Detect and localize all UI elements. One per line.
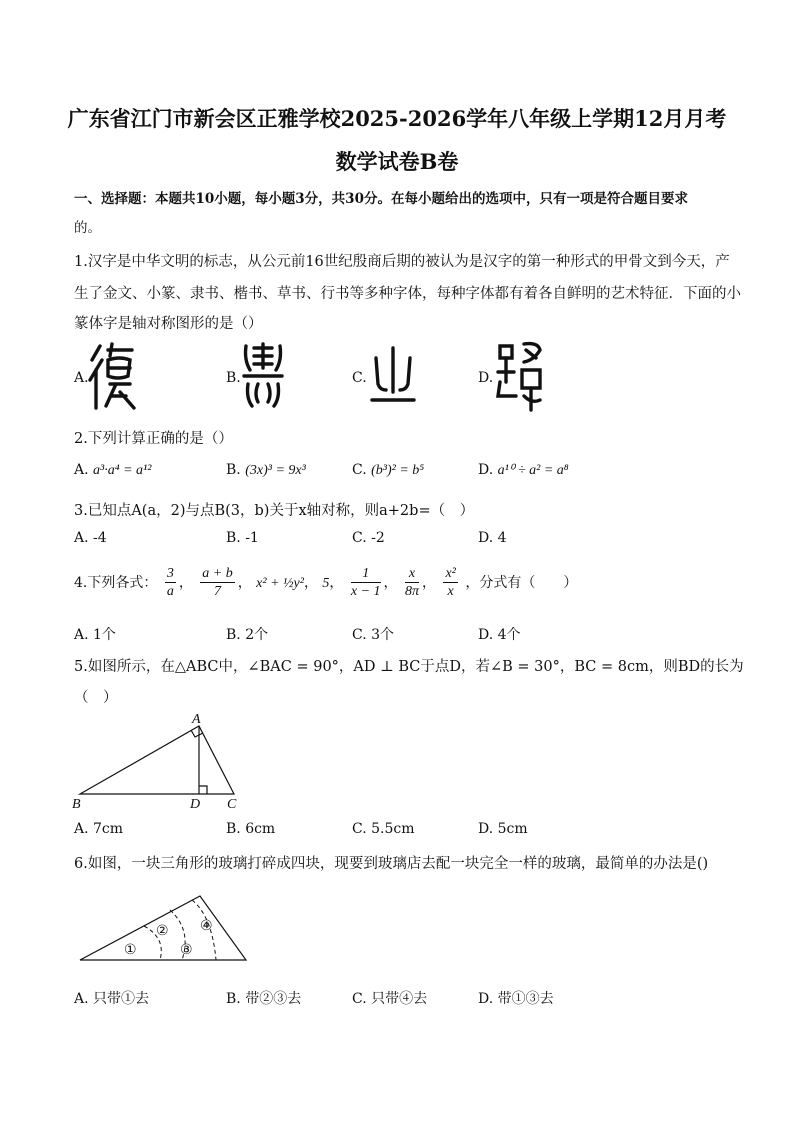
- q2-option-d-label: D.: [478, 462, 494, 478]
- exam-title-line1: 广东省江门市新会区正雅学校2025-2026学年八年级上学期12月月考: [67, 106, 727, 131]
- q4-option-d: D. 4个: [478, 627, 521, 643]
- q5-option-a: A. 7cm: [74, 821, 124, 837]
- q5-label-c: C: [227, 797, 237, 812]
- q5-right-angle-d: [199, 786, 207, 794]
- q4-fraction-5: [443, 566, 457, 600]
- q5-label-d: D: [190, 797, 201, 812]
- q6-piece-2-label: ②: [156, 923, 169, 939]
- q6-broken-glass-figure: [74, 890, 254, 968]
- q2-option-c-label: C.: [352, 462, 367, 478]
- q2-option-a-expr: a³·a⁴ = a¹²: [93, 463, 152, 478]
- q1-option-a-label: A.: [74, 370, 89, 386]
- q6-option-a: A. 只带①去: [74, 991, 150, 1007]
- q3-option-a: A. -4: [74, 530, 107, 546]
- q3-stem: 3.已知点A(a，2)与点B(3，b)关于x轴对称，则a+2b=（ ）: [74, 503, 475, 519]
- exam-title-line2: 数学试卷B卷: [335, 149, 459, 174]
- q1-glyph-a-image: [86, 340, 138, 412]
- q4-polynomial: x² + ½y²: [256, 576, 304, 591]
- q2-option-c-expr: (b³)² = b⁵: [371, 463, 425, 478]
- q4-stem: 4.下列各式： $\frac{3}{a}$ ， $\frac{a + b}{7}$ ， x² + ½y²， 5， $\frac{1}{x - 1}$ ， $\frac{x}{8\pi}$ ， $\frac{\text{x²}}{x}$ ，分式有（ ）: [74, 566, 578, 599]
- q2-option-b-label: B.: [226, 462, 241, 478]
- q5-option-d: D. 5cm: [478, 821, 528, 837]
- q6-option-d: D. 带①③去: [478, 991, 554, 1007]
- q1-line3: 篆体字是轴对称图形的是（）: [74, 316, 263, 332]
- q4-constant: 5: [322, 576, 330, 591]
- q4-f1-numerator: 3: [166, 566, 174, 581]
- q4-fraction-3: [351, 566, 381, 600]
- section-heading-cont: 的。: [74, 220, 101, 236]
- q2-option-b-expr: (3x)³ = 9x³: [245, 463, 306, 478]
- q2-option-c: [352, 462, 424, 479]
- q4-option-b: B. 2个: [226, 627, 269, 643]
- q6-option-c: C. 只带④去: [352, 991, 428, 1007]
- q6-option-b: B. 带②③去: [226, 991, 302, 1007]
- q4-fraction-2: [200, 566, 234, 600]
- q5-triangle-figure: [66, 708, 256, 814]
- q2-option-d-expr: a¹⁰ ÷ a² = a⁸: [497, 463, 569, 478]
- q2-option-a: [74, 462, 151, 479]
- q2-option-d: [478, 462, 569, 479]
- q1-option-c-label: C.: [352, 370, 367, 386]
- q4-prefix: 4.下列各式：: [74, 575, 158, 591]
- q2-option-a-label: A.: [74, 462, 89, 478]
- q5-line2: （ ）: [74, 690, 118, 706]
- q1-glyph-d-image: [494, 338, 546, 414]
- q4-option-c: C. 3个: [352, 627, 395, 643]
- q3-option-b: B. -1: [226, 530, 259, 546]
- q4-f5-numerator: x²: [445, 566, 456, 581]
- q5-label-a: A: [192, 712, 201, 727]
- q4-f3-numerator: 1: [351, 566, 381, 583]
- q5-triangle-abc: [80, 726, 234, 794]
- q1-line2: 生了金文、小篆、隶书、楷书、草书、行书等多种字体，每种字体都有着各自鲜明的艺术特征．下面的小: [74, 286, 741, 302]
- q4-f4-denominator: 8π: [404, 584, 419, 599]
- q4-f3-denominator: x − 1: [350, 584, 381, 599]
- q6-piece-1-label: ①: [124, 942, 137, 958]
- section-heading: 一、选择题：本题共10小题，每小题3分，共30分。在每小题给出的选项中，只有一项是符合题目要求: [74, 191, 688, 207]
- q4-f2-denominator: 7: [213, 584, 221, 599]
- q4-fraction-4: [405, 566, 419, 600]
- q1-glyph-c-image: [368, 344, 418, 406]
- q4-f5-denominator: x: [447, 584, 454, 599]
- q1-option-b-label: B.: [226, 370, 241, 386]
- q2-option-b: [226, 462, 306, 479]
- q4-f4-numerator: x: [405, 566, 419, 583]
- q4-fraction-1: [165, 566, 176, 600]
- q5-option-b: B. 6cm: [226, 821, 276, 837]
- q4-option-a: A. 1个: [74, 627, 116, 643]
- q4-f2-numerator: a + b: [202, 566, 233, 581]
- q6-piece-4-label: ④: [200, 918, 213, 934]
- q4-f1-denominator: a: [166, 584, 174, 599]
- q3-option-c: C. -2: [352, 530, 385, 546]
- q1-glyph-b-image: [240, 340, 286, 412]
- q4-suffix: ，分式有（ ）: [465, 575, 578, 591]
- q2-stem: 2.下列计算正确的是（）: [74, 431, 233, 447]
- q6-piece-3-label: ③: [180, 942, 193, 958]
- q5-label-b: B: [72, 797, 81, 812]
- q1-option-d-label: D.: [478, 370, 494, 386]
- q3-option-d: D. 4: [478, 530, 507, 546]
- q5-option-c: C. 5.5cm: [352, 821, 415, 837]
- q6-stem: 6.如图，一块三角形的玻璃打碎成四块，现要到玻璃店去配一块完全一样的玻璃，最简单的办法是(): [74, 856, 709, 872]
- q1-line1: 1.汉字是中华文明的标志，从公元前16世纪殷商后期的被认为是汉字的第一种形式的甲骨文到今天，产: [74, 254, 730, 270]
- q5-line1: 5.如图所示，在△ABC中，∠BAC = 90°，AD ⊥ BC于点D，若∠B = 30°，BC = 8cm，则BD的长为: [74, 659, 744, 675]
